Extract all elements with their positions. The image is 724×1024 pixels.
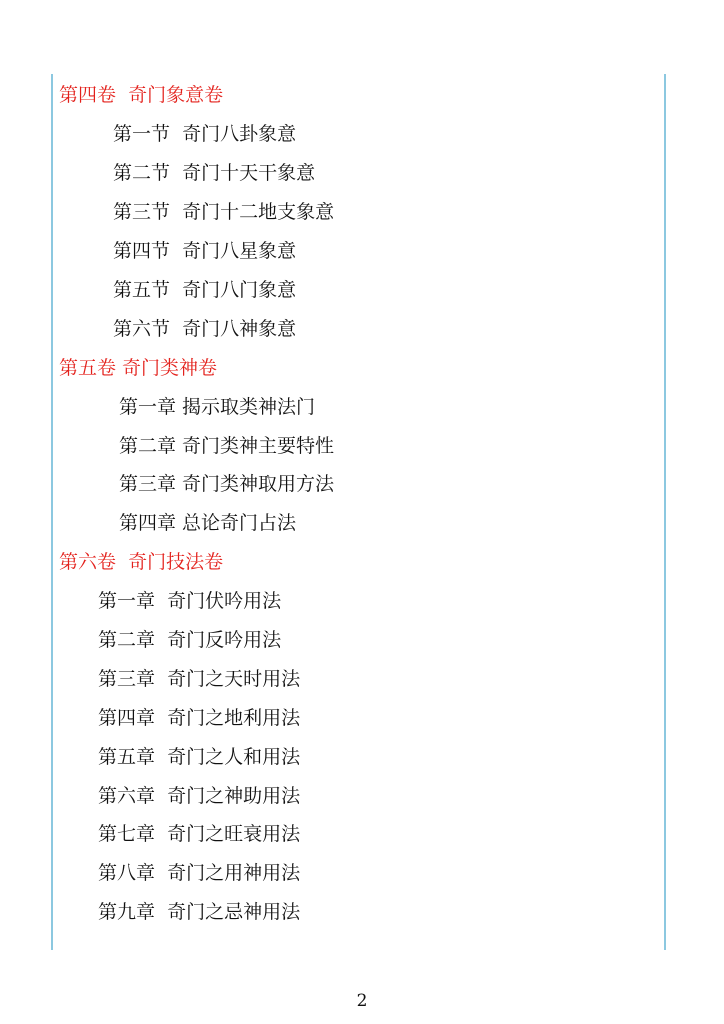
volume-6-heading: 第六卷 奇门技法卷 <box>59 551 224 573</box>
volume-4-section-1: 第一节 奇门八卦象意 <box>113 123 297 145</box>
volume-4-section-5: 第五节 奇门八门象意 <box>113 279 297 301</box>
volume-5-heading: 第五卷 奇门类神卷 <box>59 357 218 379</box>
volume-6-chapter-3: 第三章 奇门之天时用法 <box>98 668 301 690</box>
volume-4-section-2: 第二节 奇门十天干象意 <box>113 162 316 184</box>
volume-5-chapter-2: 第二章 奇门类神主要特性 <box>119 435 335 457</box>
volume-6-chapter-1: 第一章 奇门伏吟用法 <box>98 590 282 612</box>
volume-4-section-4: 第四节 奇门八星象意 <box>113 240 297 262</box>
volume-6-chapter-8: 第八章 奇门之用神用法 <box>98 862 301 884</box>
volume-5-chapter-4: 第四章 总论奇门占法 <box>119 512 297 534</box>
volume-4-section-3: 第三节 奇门十二地支象意 <box>113 201 335 223</box>
volume-6-chapter-5: 第五章 奇门之人和用法 <box>98 746 301 768</box>
volume-4-section-6: 第六节 奇门八神象意 <box>113 318 297 340</box>
page-number: 2 <box>356 991 368 1011</box>
volume-6-chapter-2: 第二章 奇门反吟用法 <box>98 629 282 651</box>
volume-5-chapter-3: 第三章 奇门类神取用方法 <box>119 473 335 495</box>
volume-5-chapter-1: 第一章 揭示取类神法门 <box>119 396 316 418</box>
right-border-line <box>664 74 666 950</box>
volume-6-chapter-6: 第六章 奇门之神助用法 <box>98 785 301 807</box>
volume-6-chapter-4: 第四章 奇门之地利用法 <box>98 707 301 729</box>
volume-6-chapter-9: 第九章 奇门之忌神用法 <box>98 901 301 923</box>
volume-4-heading: 第四卷 奇门象意卷 <box>59 84 224 106</box>
volume-6-chapter-7: 第七章 奇门之旺衰用法 <box>98 823 301 845</box>
left-border-line <box>51 74 53 950</box>
